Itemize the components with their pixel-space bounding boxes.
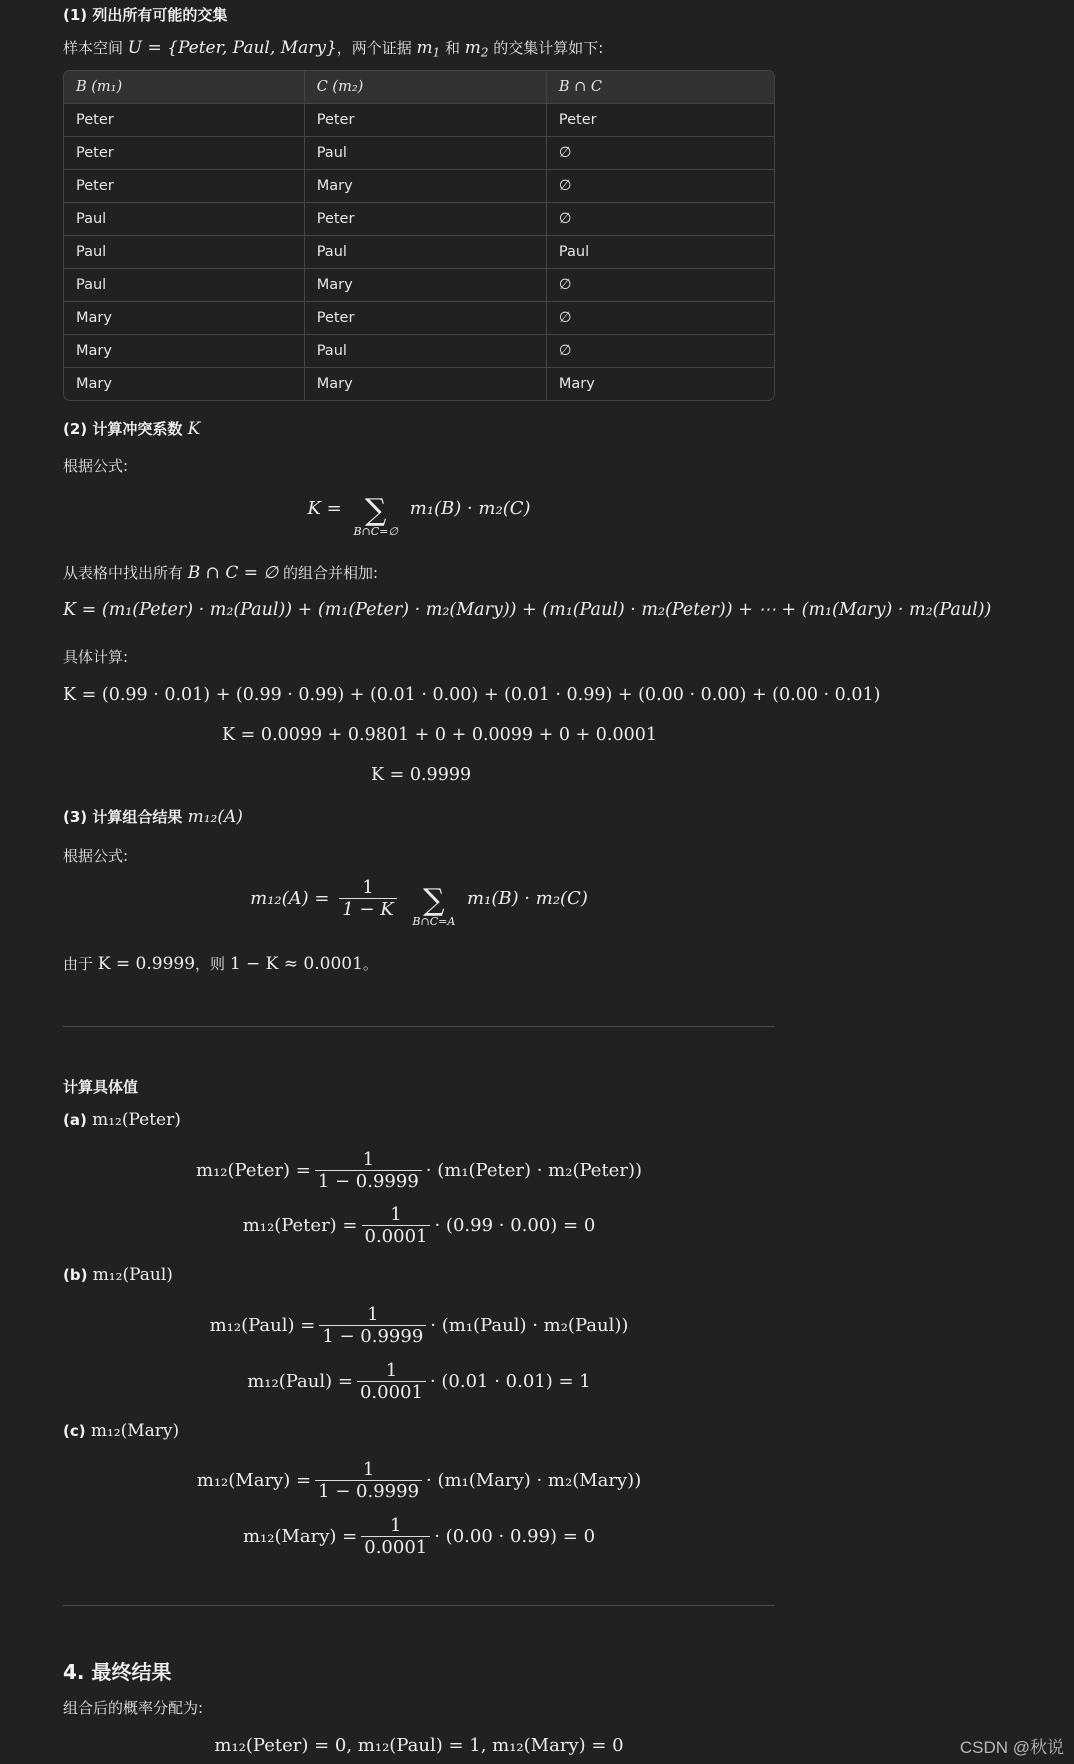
eq-rhs: · (0.01 · 0.01) = 1: [429, 1370, 591, 1392]
fraction: $\frac{1}{1 - 0.9999}$: [315, 1150, 422, 1192]
find-prefix: 从表格中找出所有: [63, 564, 188, 582]
heading-m12-math: m₁₂(A): [187, 807, 243, 827]
table-row: [64, 203, 774, 236]
section-1-heading: (1) 列出所有可能的交集: [63, 6, 228, 24]
final-result: m₁₂(Peter) = 0, m₁₂(Paul) = 1, m₁₂(Mary) = 0: [214, 1735, 624, 1756]
item-c-heading: [63, 1421, 179, 1441]
formula-rhs: m₁(B) · m₂(C): [409, 498, 531, 519]
eq-lhs: m₁₂(Peter) =: [196, 1159, 311, 1181]
item-label: (b): [63, 1266, 88, 1284]
final-label: 组合后的概率分配为:: [63, 1699, 204, 1717]
intro-suffix: 的交集计算如下:: [488, 39, 604, 57]
eq-rhs: · (0.00 · 0.99) = 0: [434, 1525, 596, 1547]
column-header-intersection: B ∩ C: [547, 71, 774, 104]
table-row: [64, 170, 774, 203]
intro-prefix: 样本空间: [63, 39, 128, 57]
cell-intersection: Paul: [547, 236, 774, 269]
fraction: $\frac{1}{0.0001}$: [361, 1516, 430, 1558]
item-label: (a): [63, 1111, 87, 1129]
formula-lhs: K =: [307, 498, 342, 519]
item-b-heading: [63, 1265, 173, 1285]
section-3-heading: [63, 806, 243, 827]
eq-rhs: · (m₁(Paul) · m₂(Paul)): [430, 1314, 629, 1336]
since-prefix: 由于: [63, 955, 98, 973]
eq-lhs: m₁₂(Mary) =: [196, 1469, 312, 1491]
item-label: (c): [63, 1422, 86, 1440]
eq-rhs: · (m₁(Mary) · m₂(Mary)): [426, 1469, 642, 1491]
cell-c: Mary: [305, 269, 547, 302]
eq-lhs: m₁₂(Mary) =: [242, 1525, 358, 1547]
intro-and: 和: [440, 39, 465, 57]
paul-eq-1: [63, 1305, 775, 1347]
cell-b: Mary: [64, 302, 305, 335]
since-suffix: 。: [362, 955, 378, 973]
cell-b: Peter: [64, 137, 305, 170]
cell-b: Mary: [64, 368, 305, 400]
since-mid: ，则: [195, 955, 230, 973]
cell-b: Paul: [64, 203, 305, 236]
formula-label: 根据公式:: [63, 457, 129, 475]
section-2-heading: [63, 418, 200, 439]
column-header-c: C (m₂): [305, 71, 547, 104]
cell-c: Paul: [305, 137, 547, 170]
intro-mid: ，两个证据: [336, 39, 417, 57]
mary-eq-1: [63, 1460, 775, 1502]
section-2-heading-text: (2) 计算冲突系数: [63, 420, 188, 438]
item-title: m₁₂(Mary): [90, 1421, 180, 1441]
column-header-b: B (m₁): [64, 71, 305, 104]
peter-eq-1: [63, 1150, 775, 1192]
since-math-1: K = 0.9999: [97, 954, 196, 974]
k-calc-line-1: K = (0.99 · 0.01) + (0.99 · 0.99) + (0.01 · 0.00) + (0.01 · 0.99) + (0.00 · 0.00) + (0.00 · 0.01): [63, 685, 881, 705]
find-math: B ∩ C = ∅: [187, 563, 279, 583]
calc-label: 具体计算:: [63, 648, 129, 666]
cell-intersection: ∅: [547, 203, 774, 236]
m2-symbol: $m_2$: [464, 38, 489, 60]
section-3-heading-text: (3) 计算组合结果: [63, 808, 188, 826]
cell-b: Paul: [64, 236, 305, 269]
cell-intersection: ∅: [547, 170, 774, 203]
cell-intersection: ∅: [547, 335, 774, 368]
table-row: [64, 137, 774, 170]
cell-c: Peter: [305, 302, 547, 335]
find-suffix: 的组合并相加:: [278, 564, 379, 582]
cell-c: Paul: [305, 236, 547, 269]
final-heading: 4. 最终结果: [63, 1660, 172, 1684]
fraction: $\frac{1}{1 - K}$: [339, 878, 396, 920]
peter-eq-2: [63, 1205, 775, 1247]
cell-c: Peter: [305, 104, 547, 137]
table-row: [64, 335, 774, 368]
sample-space-intro: [63, 37, 603, 58]
combination-formula: [63, 877, 775, 928]
fraction: $\frac{1}{0.0001}$: [357, 1361, 426, 1403]
heading-k-var: K: [187, 419, 201, 439]
k-expansion: K = (m₁(Peter) · m₂(Paul)) + (m₁(Peter) · m₂(Mary)) + (m₁(Paul) · m₂(Peter)) + ⋯ + (m₁(Mary) · m₂(Paul)): [63, 600, 992, 620]
conflict-formula: [63, 488, 775, 538]
mary-eq-2: [63, 1516, 775, 1558]
cell-intersection: Peter: [547, 104, 774, 137]
eq-lhs: m₁₂(Peter) =: [242, 1214, 358, 1236]
cell-intersection: ∅: [547, 137, 774, 170]
cell-intersection: ∅: [547, 302, 774, 335]
divider: [63, 1605, 775, 1606]
summation-symbol: ∑ B∩C=∅: [353, 493, 398, 538]
formula-rhs: m₁(B) · m₂(C): [467, 888, 588, 909]
summation-symbol: ∑ B∩C=A: [412, 883, 456, 928]
cell-b: Peter: [64, 170, 305, 203]
cell-b: Peter: [64, 104, 305, 137]
eq-lhs: m₁₂(Paul) =: [247, 1370, 353, 1392]
fraction: $\frac{1}{0.0001}$: [362, 1205, 431, 1247]
table-row: [64, 302, 774, 335]
formula-lhs: m₁₂(A) =: [250, 888, 330, 909]
table-row: [64, 236, 774, 269]
item-title: m₁₂(Paul): [92, 1265, 173, 1285]
since-k-statement: [63, 953, 378, 974]
table-row: [64, 269, 774, 302]
cell-intersection: ∅: [547, 269, 774, 302]
cell-b: Paul: [64, 269, 305, 302]
cell-intersection: Mary: [558, 376, 595, 392]
values-heading: 计算具体值: [63, 1078, 139, 1096]
eq-lhs: m₁₂(Paul) =: [209, 1314, 316, 1336]
eq-rhs: · (m₁(Peter) · m₂(Peter)): [425, 1159, 642, 1181]
paul-eq-2: [63, 1361, 775, 1403]
intersection-table: [63, 70, 775, 401]
item-a-heading: [63, 1110, 181, 1130]
cell-c: Peter: [305, 203, 547, 236]
k-calc-line-3: K = 0.9999: [371, 765, 472, 785]
divider: [63, 1026, 775, 1027]
table-header-row: [64, 71, 774, 104]
eq-rhs: · (0.99 · 0.00) = 0: [434, 1214, 596, 1236]
since-math-2: 1 − K ≈ 0.0001: [229, 954, 363, 974]
cell-c: Mary: [305, 368, 547, 400]
item-title: m₁₂(Peter): [92, 1110, 181, 1130]
table-row: [64, 104, 774, 137]
formula-label-2: 根据公式:: [63, 847, 129, 865]
k-calc-line-2: K = 0.0099 + 0.9801 + 0 + 0.0099 + 0 + 0.0001: [222, 725, 658, 745]
sample-space-math: U = {Peter, Paul, Mary}: [127, 38, 337, 58]
m1-symbol: $m_1$: [416, 38, 441, 60]
cell-c: Paul: [305, 335, 547, 368]
cell-b: Mary: [64, 335, 305, 368]
fraction: $\frac{1}{1 - 0.9999}$: [315, 1460, 422, 1502]
table-row: [64, 368, 774, 400]
csdn-watermark: CSDN @秋说: [959, 1738, 1064, 1757]
fraction: $\frac{1}{1 - 0.9999}$: [319, 1305, 426, 1347]
find-empty-intersections: [63, 562, 378, 583]
cell-c: Mary: [305, 170, 547, 203]
